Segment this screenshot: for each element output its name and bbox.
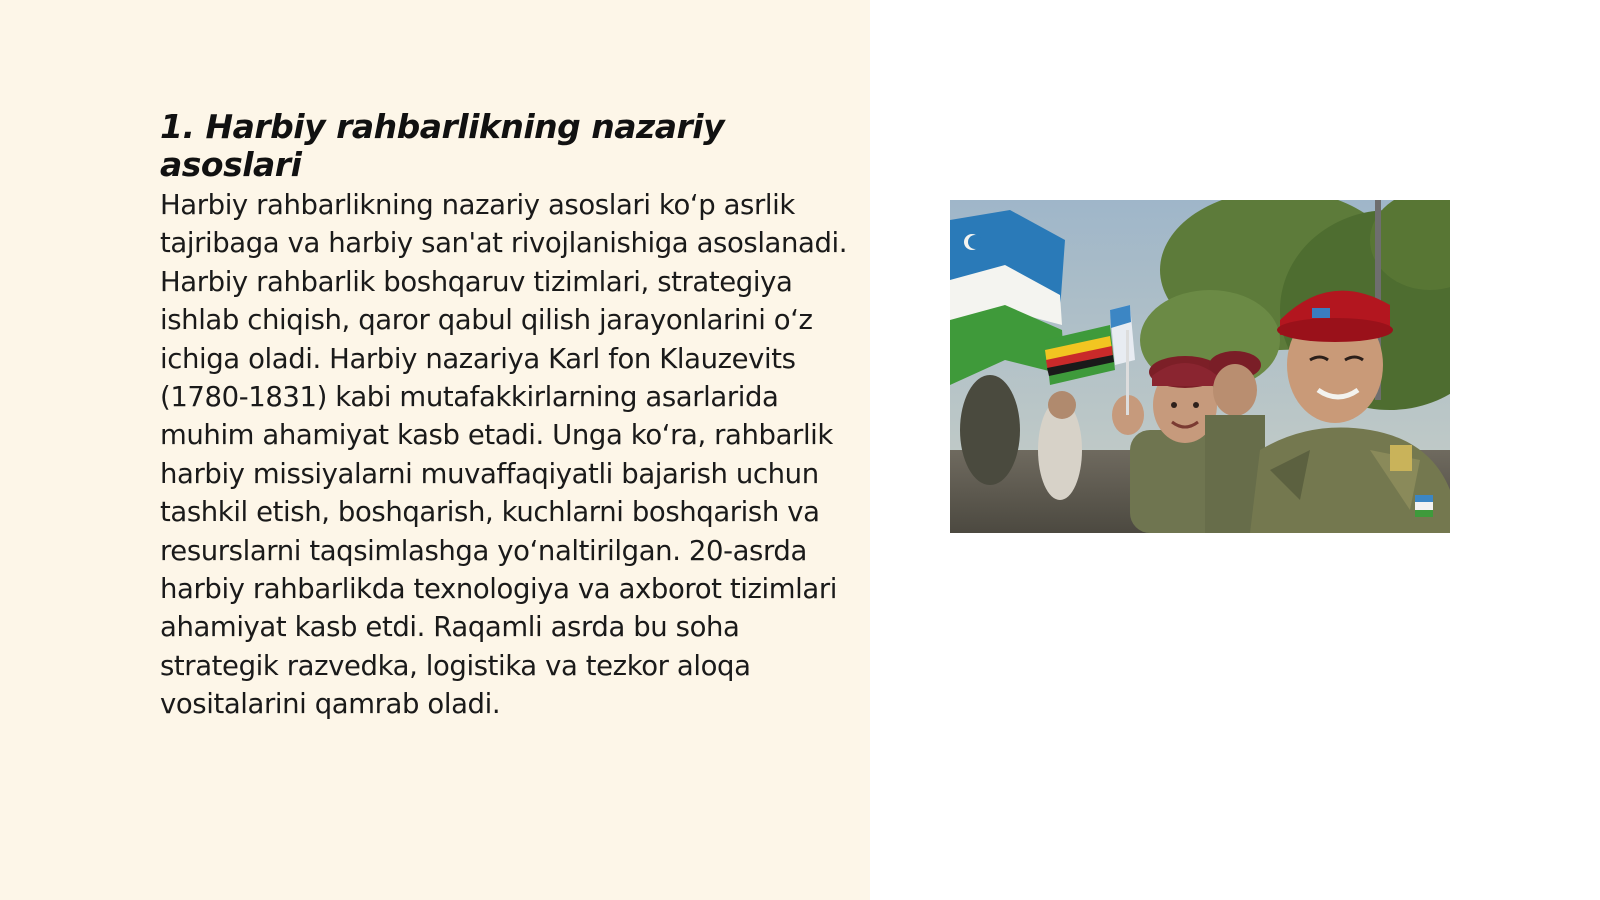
soldiers-with-flags-photo: [950, 200, 1450, 533]
soldiers-photo-illustration: [950, 200, 1450, 533]
slide-body-text: Harbiy rahbarlikning nazariy asoslari ko‘p asrlik tajribaga va harbiy san'at rivojlanishiga asoslanadi. Harbiy rahbarlik boshqaruv tizimlari, strategiya ishlab chiqish, qaror qabul qilish jarayonlarini o‘z ichiga oladi. Harbiy nazariya Karl fon Klauzevits (1780-1831) kabi mutafakkirlarning asarlarida muhim ahamiyat kasb etadi. Unga ko‘ra, rahbarlik harbiy missiyalarni muvaffaqiyatli bajarish uchun tashkil etish, boshqarish, kuchlarni boshqarish va resurslarni taqsimlashga yo‘naltirilgan. 20-asrda harbiy rahbarlikda texnologiya va axborot tizimlari ahamiyat kasb etdi. Raqamli asrda bu soha strategik razvedka, logistika va tezkor aloqa vositalarini qamrab oladi.: [160, 189, 848, 721]
slide-title: 1. Harbiy rahbarlikning nazariy asoslari: [160, 107, 725, 184]
